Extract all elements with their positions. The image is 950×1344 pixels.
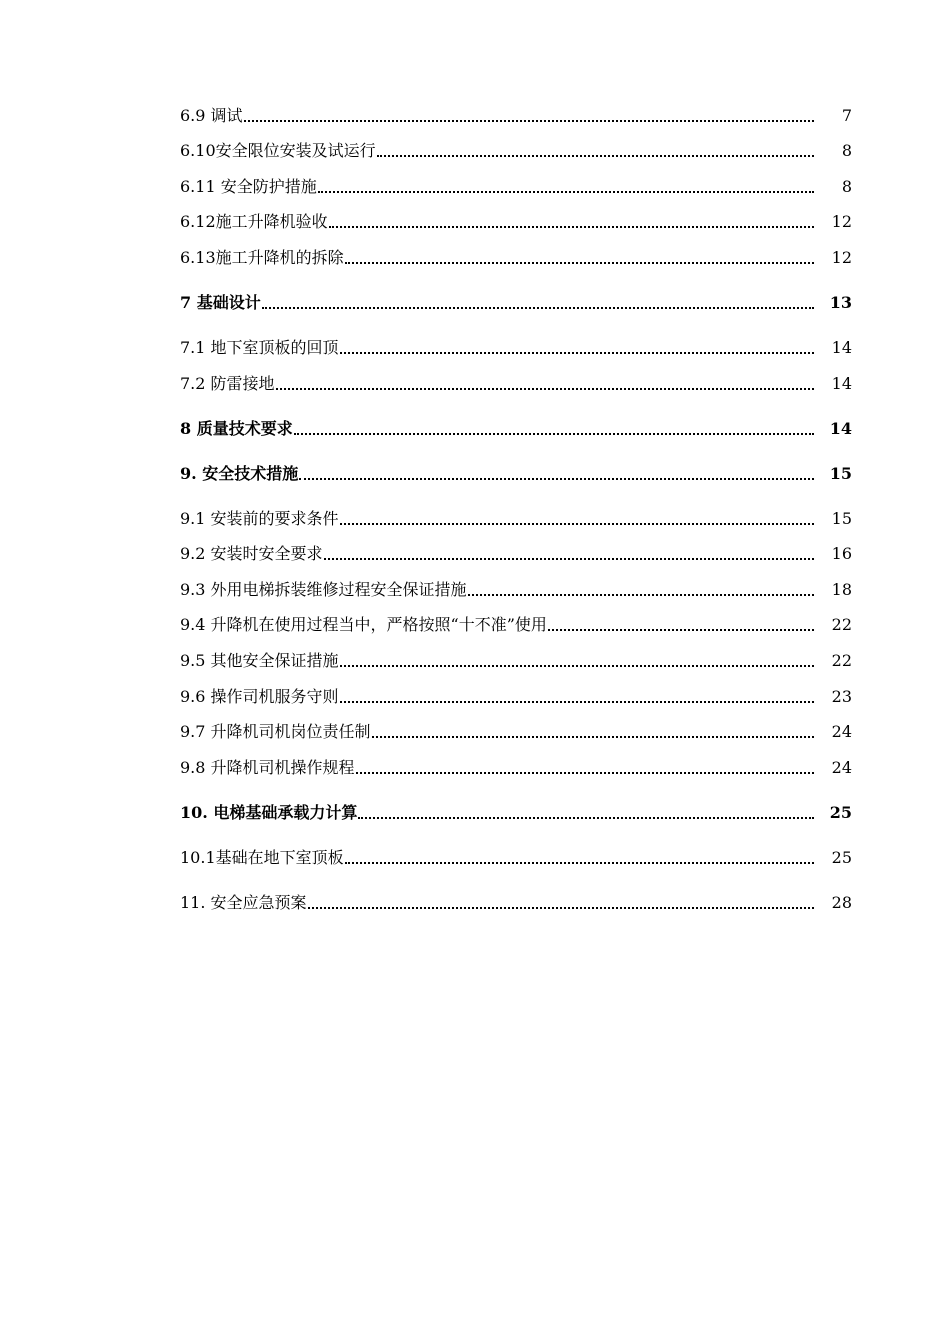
- toc-entry[interactable]: [180, 745, 852, 781]
- toc-entry-title: 9.1 安装前的要求条件: [180, 508, 339, 528]
- toc-entry[interactable]: [180, 235, 852, 271]
- toc-entry-page: 18: [831, 579, 852, 599]
- toc-entry-title: 9.5 其他安全保证措施: [180, 650, 339, 670]
- toc-leader-dots: [308, 907, 814, 909]
- toc-entry-page: 22: [831, 615, 852, 635]
- toc-entry-page: 7: [841, 105, 852, 125]
- toc-entry-title: 9. 安全技术措施: [180, 463, 299, 483]
- toc-entry[interactable]: [180, 164, 852, 200]
- toc-entry-title: 9.3 外用电梯拆装维修过程安全保证措施: [180, 579, 467, 599]
- toc-entry-page: 24: [831, 722, 852, 742]
- toc-entry-title: 6.12施工升降机验收: [180, 212, 328, 232]
- toc-entry-title: 6.10安全限位安装及试运行: [180, 141, 376, 161]
- toc-entry-page: 14: [831, 373, 852, 393]
- toc-leader-dots: [358, 817, 814, 819]
- toc-leader-dots: [340, 523, 814, 525]
- toc-entry-page: 28: [831, 892, 852, 912]
- toc-entry[interactable]: [180, 638, 852, 674]
- toc-entry-page: 14: [831, 337, 852, 357]
- toc-leader-dots: [244, 120, 814, 122]
- toc-entry[interactable]: [180, 603, 852, 639]
- toc-entry-title: 6.11 安全防护措施: [180, 176, 317, 196]
- toc-entry[interactable]: [180, 826, 852, 871]
- toc-leader-dots: [329, 226, 814, 228]
- toc-entry-page: 25: [831, 847, 852, 867]
- toc-entry-title: 10.1基础在地下室顶板: [180, 847, 344, 867]
- toc-entry-title: 9.7 升降机司机岗位责任制: [180, 722, 371, 742]
- toc-entry-title: 7.2 防雷接地: [180, 373, 275, 393]
- toc-leader-dots: [294, 433, 814, 435]
- toc-heading-entry[interactable]: [180, 781, 852, 826]
- toc-leader-dots: [276, 388, 814, 390]
- toc-entry-page: 16: [831, 544, 852, 564]
- toc-leader-dots: [318, 191, 814, 193]
- toc-leader-dots: [262, 307, 814, 309]
- toc-entry[interactable]: [180, 871, 852, 916]
- toc-entry-page: 24: [831, 757, 852, 777]
- toc-entry-title: 8 质量技术要求: [180, 418, 293, 438]
- toc-entry[interactable]: [180, 710, 852, 746]
- toc-entry-title: 6.13施工升降机的拆除: [180, 247, 344, 267]
- toc-entry-title: 6.9 调试: [180, 105, 243, 125]
- toc-entry[interactable]: [180, 129, 852, 165]
- toc-entry-page: 12: [831, 212, 852, 232]
- toc-entry-title: 10. 电梯基础承载力计算: [180, 802, 358, 822]
- toc-leader-dots: [299, 478, 814, 480]
- toc-entry-page: 12: [831, 247, 852, 267]
- toc-entry-page: 8: [841, 141, 852, 161]
- toc-leader-dots: [340, 665, 814, 667]
- toc-entry-page: 25: [829, 802, 852, 822]
- toc-leader-dots: [548, 629, 814, 631]
- toc-entry[interactable]: [180, 487, 852, 532]
- toc-entry[interactable]: [180, 567, 852, 603]
- toc-heading-entry[interactable]: [180, 397, 852, 442]
- toc-entry[interactable]: [180, 674, 852, 710]
- toc-entry-page: 14: [829, 418, 852, 438]
- toc-entry-title: 7 基础设计: [180, 292, 261, 312]
- toc-leader-dots: [377, 155, 814, 157]
- toc-entry-page: 13: [829, 292, 852, 312]
- toc-entry-page: 8: [841, 176, 852, 196]
- toc-heading-entry[interactable]: [180, 442, 852, 487]
- toc-leader-dots: [372, 736, 814, 738]
- toc-leader-dots: [324, 558, 814, 560]
- toc-entry-title: 11. 安全应急预案: [180, 892, 307, 912]
- toc-entry-page: 15: [831, 508, 852, 528]
- toc-entry[interactable]: [180, 93, 852, 129]
- toc-entry-page: 15: [829, 463, 852, 483]
- toc-entry-title: 9.2 安装时安全要求: [180, 544, 323, 564]
- toc-leader-dots: [340, 352, 814, 354]
- toc-entry-title: 9.4 升降机在使用过程当中，严格按照“十不准”使用: [180, 615, 547, 635]
- toc-entry-title: 9.8 升降机司机操作规程: [180, 757, 355, 777]
- toc-entry[interactable]: [180, 532, 852, 568]
- table-of-contents: [180, 93, 852, 916]
- toc-leader-dots: [345, 262, 814, 264]
- toc-leader-dots: [356, 772, 814, 774]
- toc-entry-title: 7.1 地下室顶板的回顶: [180, 337, 339, 357]
- toc-entry[interactable]: [180, 200, 852, 236]
- toc-entry-title: 9.6 操作司机服务守则: [180, 686, 339, 706]
- toc-leader-dots: [345, 862, 814, 864]
- toc-leader-dots: [468, 594, 814, 596]
- toc-entry-page: 23: [831, 686, 852, 706]
- toc-entry[interactable]: [180, 316, 852, 361]
- toc-heading-entry[interactable]: [180, 271, 852, 316]
- toc-leader-dots: [340, 701, 814, 703]
- toc-entry-page: 22: [831, 650, 852, 670]
- toc-entry[interactable]: [180, 361, 852, 397]
